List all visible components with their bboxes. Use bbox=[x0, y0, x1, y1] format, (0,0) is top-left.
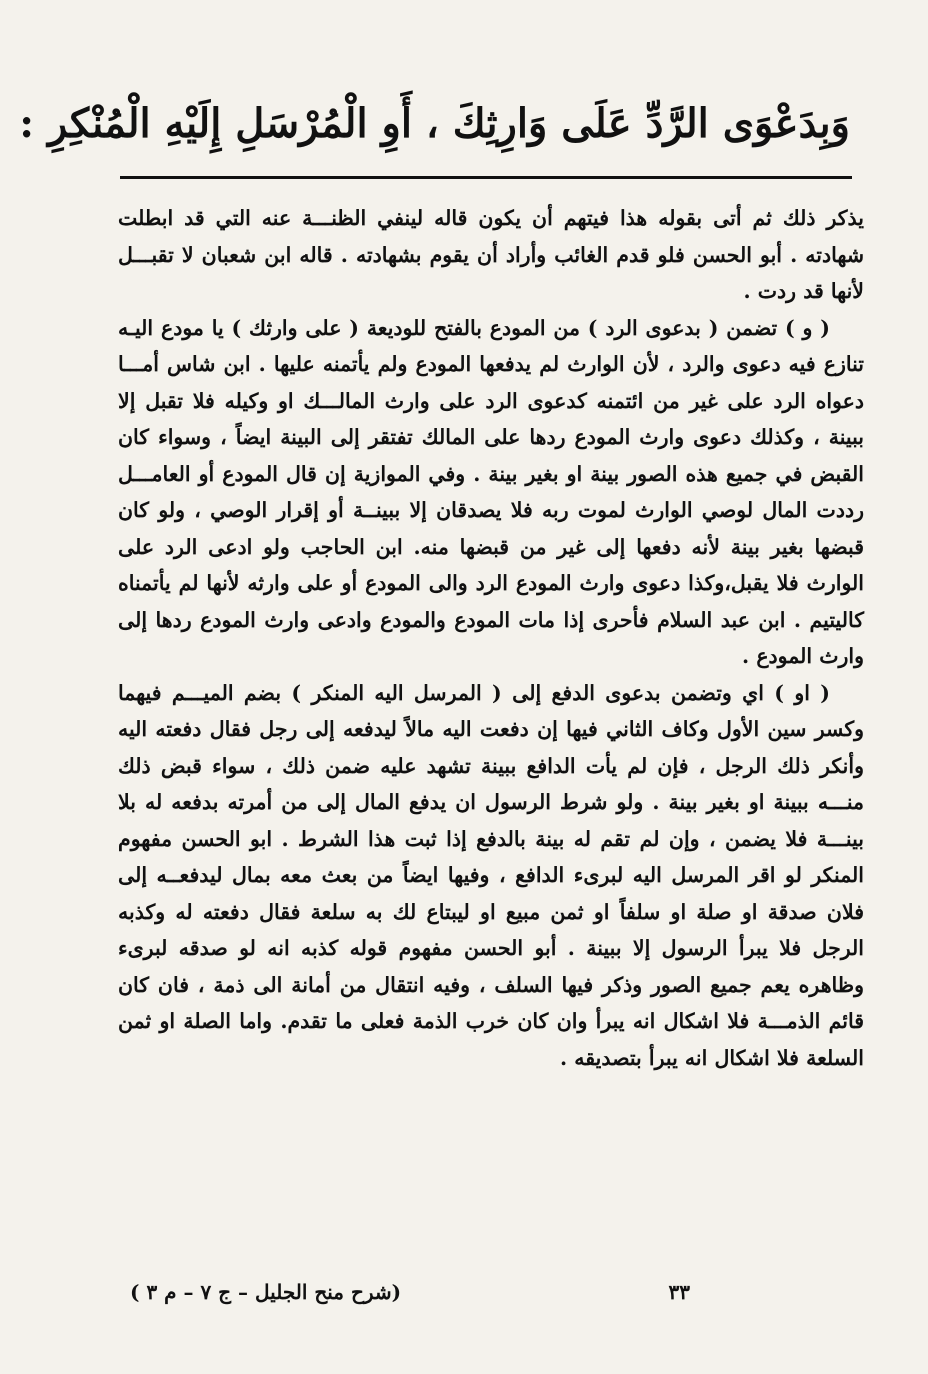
header-divider-rule bbox=[120, 176, 852, 179]
page-footer bbox=[130, 1280, 690, 1320]
commentary-paragraph: ( و ) تضمن ( بدعوى الرد ) من المودع بالفتح للوديعة ( على وارثك ) يا مودع اليـه تنازع فيه دعوى والرد ، لأن الوارث لم يدفعها المودع ولم يأتمنه عليها . ابن شاس أمـــا دعواه الرد على غير من ائتمنه كدعوى الرد على وارث المالـــك او وكيله فلا تقبل إلا ببينة ، وكذلك دعوى وارث المودع ردها على المالك تفتقر إلى البينة ايضاً ، وسواء كان القبض في جميع هذه الصور بينة او بغير بينة . وفي الموازية إن قال المودع أو العامـــل رددت المال لوصي الوارث لموت ربه فلا يصدقان إلا ببينــة أو إقرار الوصي ، ولو كان قبضها بغير بينة لأنه دفعها إلى غير من قبضها منه. ابن الحاجب ولو ادعى الرد على الوارث فلا يقبل،وكذا دعوى وارث المودع الرد والى المودع أو على وارثه لأنها لم يأتمناه كاليتيم . ابن عبد السلام فأحرى إذا مات المودع والمودع وادعى وارث المودع ردها إلى وارث المودع . bbox=[118, 315, 864, 668]
commentary-body bbox=[118, 200, 864, 1076]
page-number: ٣٣ bbox=[668, 1280, 690, 1304]
commentary-paragraph: يذكر ذلك ثم أتى بقوله هذا فيتهم أن يكون قاله لينفي الظنـــة عنه التي قد ابطلت شهادته . أبو الحسن فلو قدم الغائب وأراد أن يقوم بشهادته . قاله ابن شعبان لا تقبـــل لأنها قد ردت . bbox=[118, 206, 864, 303]
commentary-paragraph: ( او ) اي وتضمن بدعوى الدفع إلى ( المرسل اليه المنكر ) بضم الميـــم فيهما وكسر سين الأول وكاف الثاني فيها إن دفعت اليه مالاً ليدفعه إلى رجل فقال دفعته اليه وأنكر ذلك الرجل ، فإن لم يأت الدافع ببينة تشهد عليه ضمن ذلك ، سواء قبض ذلك منـــه ببينة او بغير بينة . ولو شرط الرسول ان يدفع المال إلى من أمرته بدفعه له بلا بينـــة فلا يضمن ، وإن لم تقم له بينة بالدفع إذا ثبت هذا الشرط . ابو الحسن مفهوم المنكر لو اقر المرسل اليه لبرىء الدافع ، وفيها ايضاً من بعث معه بمال ليدفعــه إلى فلان صدقة او صلة او سلفاً او ثمن مبيع او ليبتاع لك به سلعة فقال دفعته له وكذبه الرجل فلا يبرأ الرسول إلا ببينة . أبو الحسن مفهوم قوله كذبه انه لو صدقه لبرىء وظاهره يعم جميع الصور وذكر فيها السلف ، وفيه انتقال من أمانة الى ذمة ، فان كان قائم الذمـــة فلا اشكال انه يبرأ وان كان خرب الذمة فعلى ما تقدم. واما الصلة او ثمن السلعة فلا اشكال انه يبرأ بتصديقه . bbox=[118, 680, 864, 1070]
book-reference: (شرح منح الجليل – ج ٧ – م ٣ ) bbox=[130, 1280, 402, 1304]
matn-verse-heading: وَبِدَعْوَى الرَّدِّ عَلَى وَارِثِكَ ، أَوِ الْمُرْسَلِ إِلَيْهِ الْمُنْكِرِ : bbox=[19, 100, 850, 147]
